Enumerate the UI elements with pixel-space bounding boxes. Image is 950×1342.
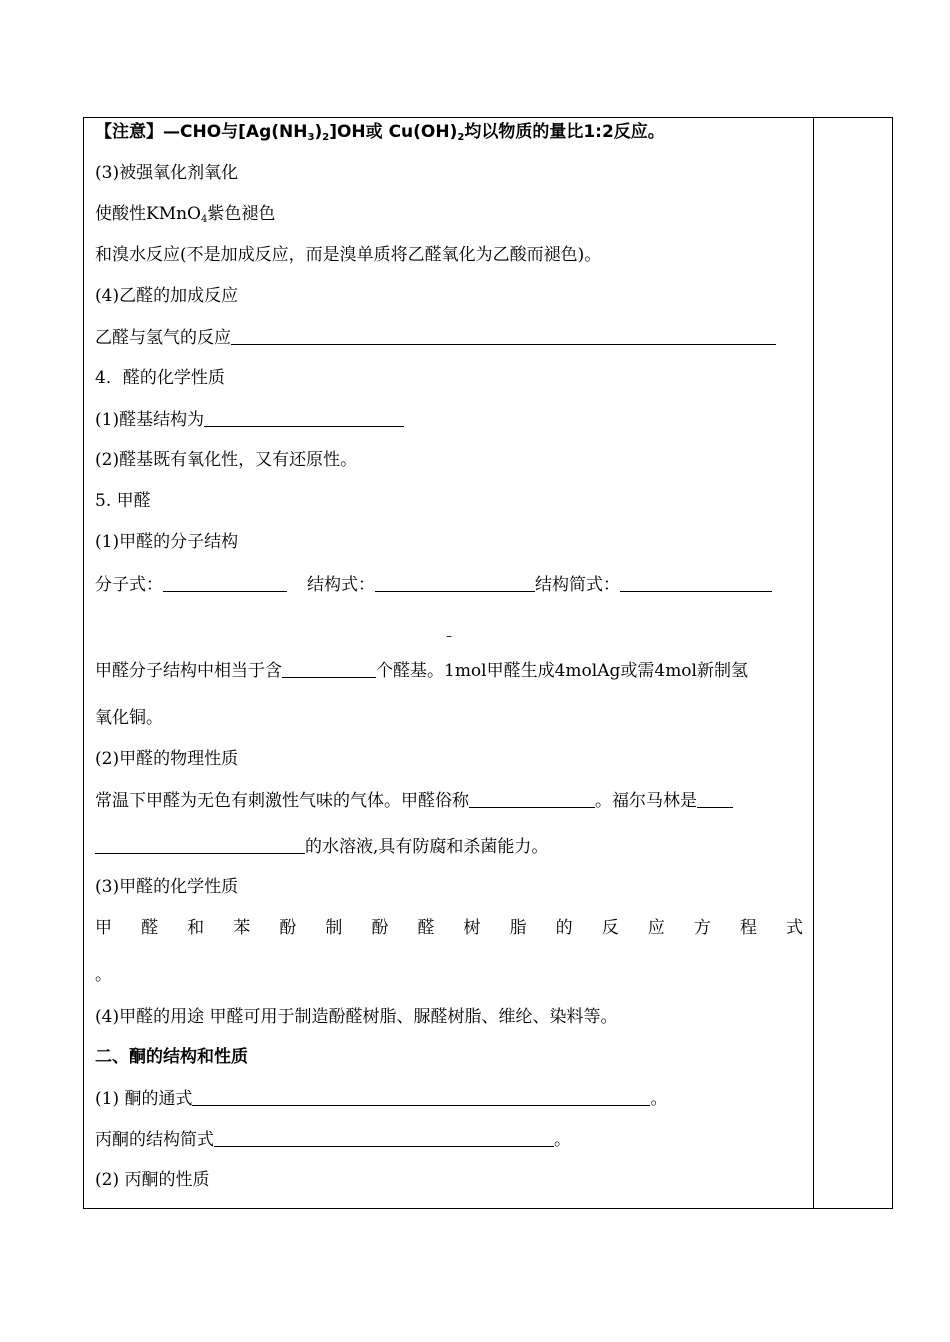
- sec5-3: (3)甲醛的化学性质: [95, 877, 239, 897]
- phenol-char: 醛: [141, 918, 159, 938]
- ketone-formula-blank[interactable]: [192, 1088, 650, 1106]
- phenol-char: 和: [187, 918, 205, 938]
- phys-cont-line: 的水溶液,具有防腐和杀菌能力。: [95, 836, 548, 857]
- formula-line: 分子式： 结构式： 结构简式：: [95, 574, 772, 595]
- kmno4-line: 使酸性KMnO$_4$紫色褪色: [95, 204, 276, 225]
- s4-title: (4)乙醛的加成反应: [95, 286, 239, 306]
- phenol-resin-line: [95, 918, 803, 938]
- phenol-char: 脂: [509, 918, 527, 938]
- formalin-blank-b[interactable]: [95, 836, 305, 854]
- phenol-char: 树: [463, 918, 481, 938]
- structural-formula-blank[interactable]: [375, 574, 535, 592]
- note-line: 【注意】—CHO与$[Ag(NH_3)_2]OH$或 $Cu(OH)_2$均以物质的量比1:2反应。: [95, 122, 665, 143]
- acetone-formula-blank[interactable]: [214, 1129, 554, 1147]
- phenol-char: 方: [693, 918, 711, 938]
- equiv-blank[interactable]: [282, 660, 376, 678]
- s3-title: (3)被强氧化剂氧化: [95, 163, 239, 183]
- phenol-resin-end: 。: [95, 965, 112, 985]
- aldehyde-group-blank[interactable]: [204, 409, 404, 427]
- phenol-char: 式: [785, 918, 803, 938]
- sec5-title: 5. 甲醛: [95, 491, 151, 511]
- h2-reaction-line: 乙醛与氢气的反应: [95, 327, 776, 348]
- ketone-formula-line: (1) 酮的通式 。: [95, 1089, 668, 1109]
- acetone-line: 丙酮的结构简式 。: [95, 1130, 571, 1150]
- phenol-char: 酚: [279, 918, 297, 938]
- phenol-char: 苯: [233, 918, 251, 938]
- equiv-line: 甲醛分子结构中相当于含 个醛基。1mol甲醛生成4molAg或需4mol新制氢: [95, 661, 748, 681]
- phenol-char: 醛: [417, 918, 435, 938]
- phenol-char: 酚: [371, 918, 389, 938]
- column-divider: [813, 117, 814, 1209]
- phenol-char: 应: [647, 918, 665, 938]
- h2-reaction-blank[interactable]: [231, 327, 776, 345]
- note-prefix: 【注意】: [95, 122, 163, 142]
- sec5-1: (1)甲醛的分子结构: [95, 532, 239, 552]
- phenol-char: 程: [739, 918, 757, 938]
- sec4-2: (2)醛基既有氧化性，又有还原性。: [95, 450, 358, 470]
- phenol-char: 反: [601, 918, 619, 938]
- sec4-title: 4．醛的化学性质: [95, 368, 225, 388]
- simple-formula-blank[interactable]: [620, 574, 772, 592]
- phenol-char: 甲: [95, 918, 112, 938]
- aldehyde-group-line: (1)醛基结构为: [95, 409, 404, 430]
- ketone-title: 二、酮的结构和性质: [95, 1047, 248, 1067]
- common-name-blank[interactable]: [469, 790, 595, 808]
- sec5-4: (4)甲醛的用途 甲醛可用于制造酚醛树脂、脲醛树脂、维纶、染料等。: [95, 1007, 618, 1027]
- formalin-blank-a[interactable]: [697, 790, 733, 808]
- phenol-char: 的: [555, 918, 573, 938]
- sec5-2: (2)甲醛的物理性质: [95, 749, 239, 769]
- bromine-line: 和溴水反应(不是加成反应，而是溴单质将乙醛氧化为乙酸而褪色)。: [95, 245, 602, 265]
- dash-mark: –: [446, 629, 452, 643]
- equiv-cont: 氧化铜。: [95, 708, 163, 728]
- molecular-formula-blank[interactable]: [163, 574, 287, 592]
- ketone-2: (2) 丙酮的性质: [95, 1170, 210, 1190]
- phys-line: 常温下甲醛为无色有刺激性气味的气体。甲醛俗称 。福尔马林是: [95, 790, 733, 811]
- phenol-char: 制: [325, 918, 343, 938]
